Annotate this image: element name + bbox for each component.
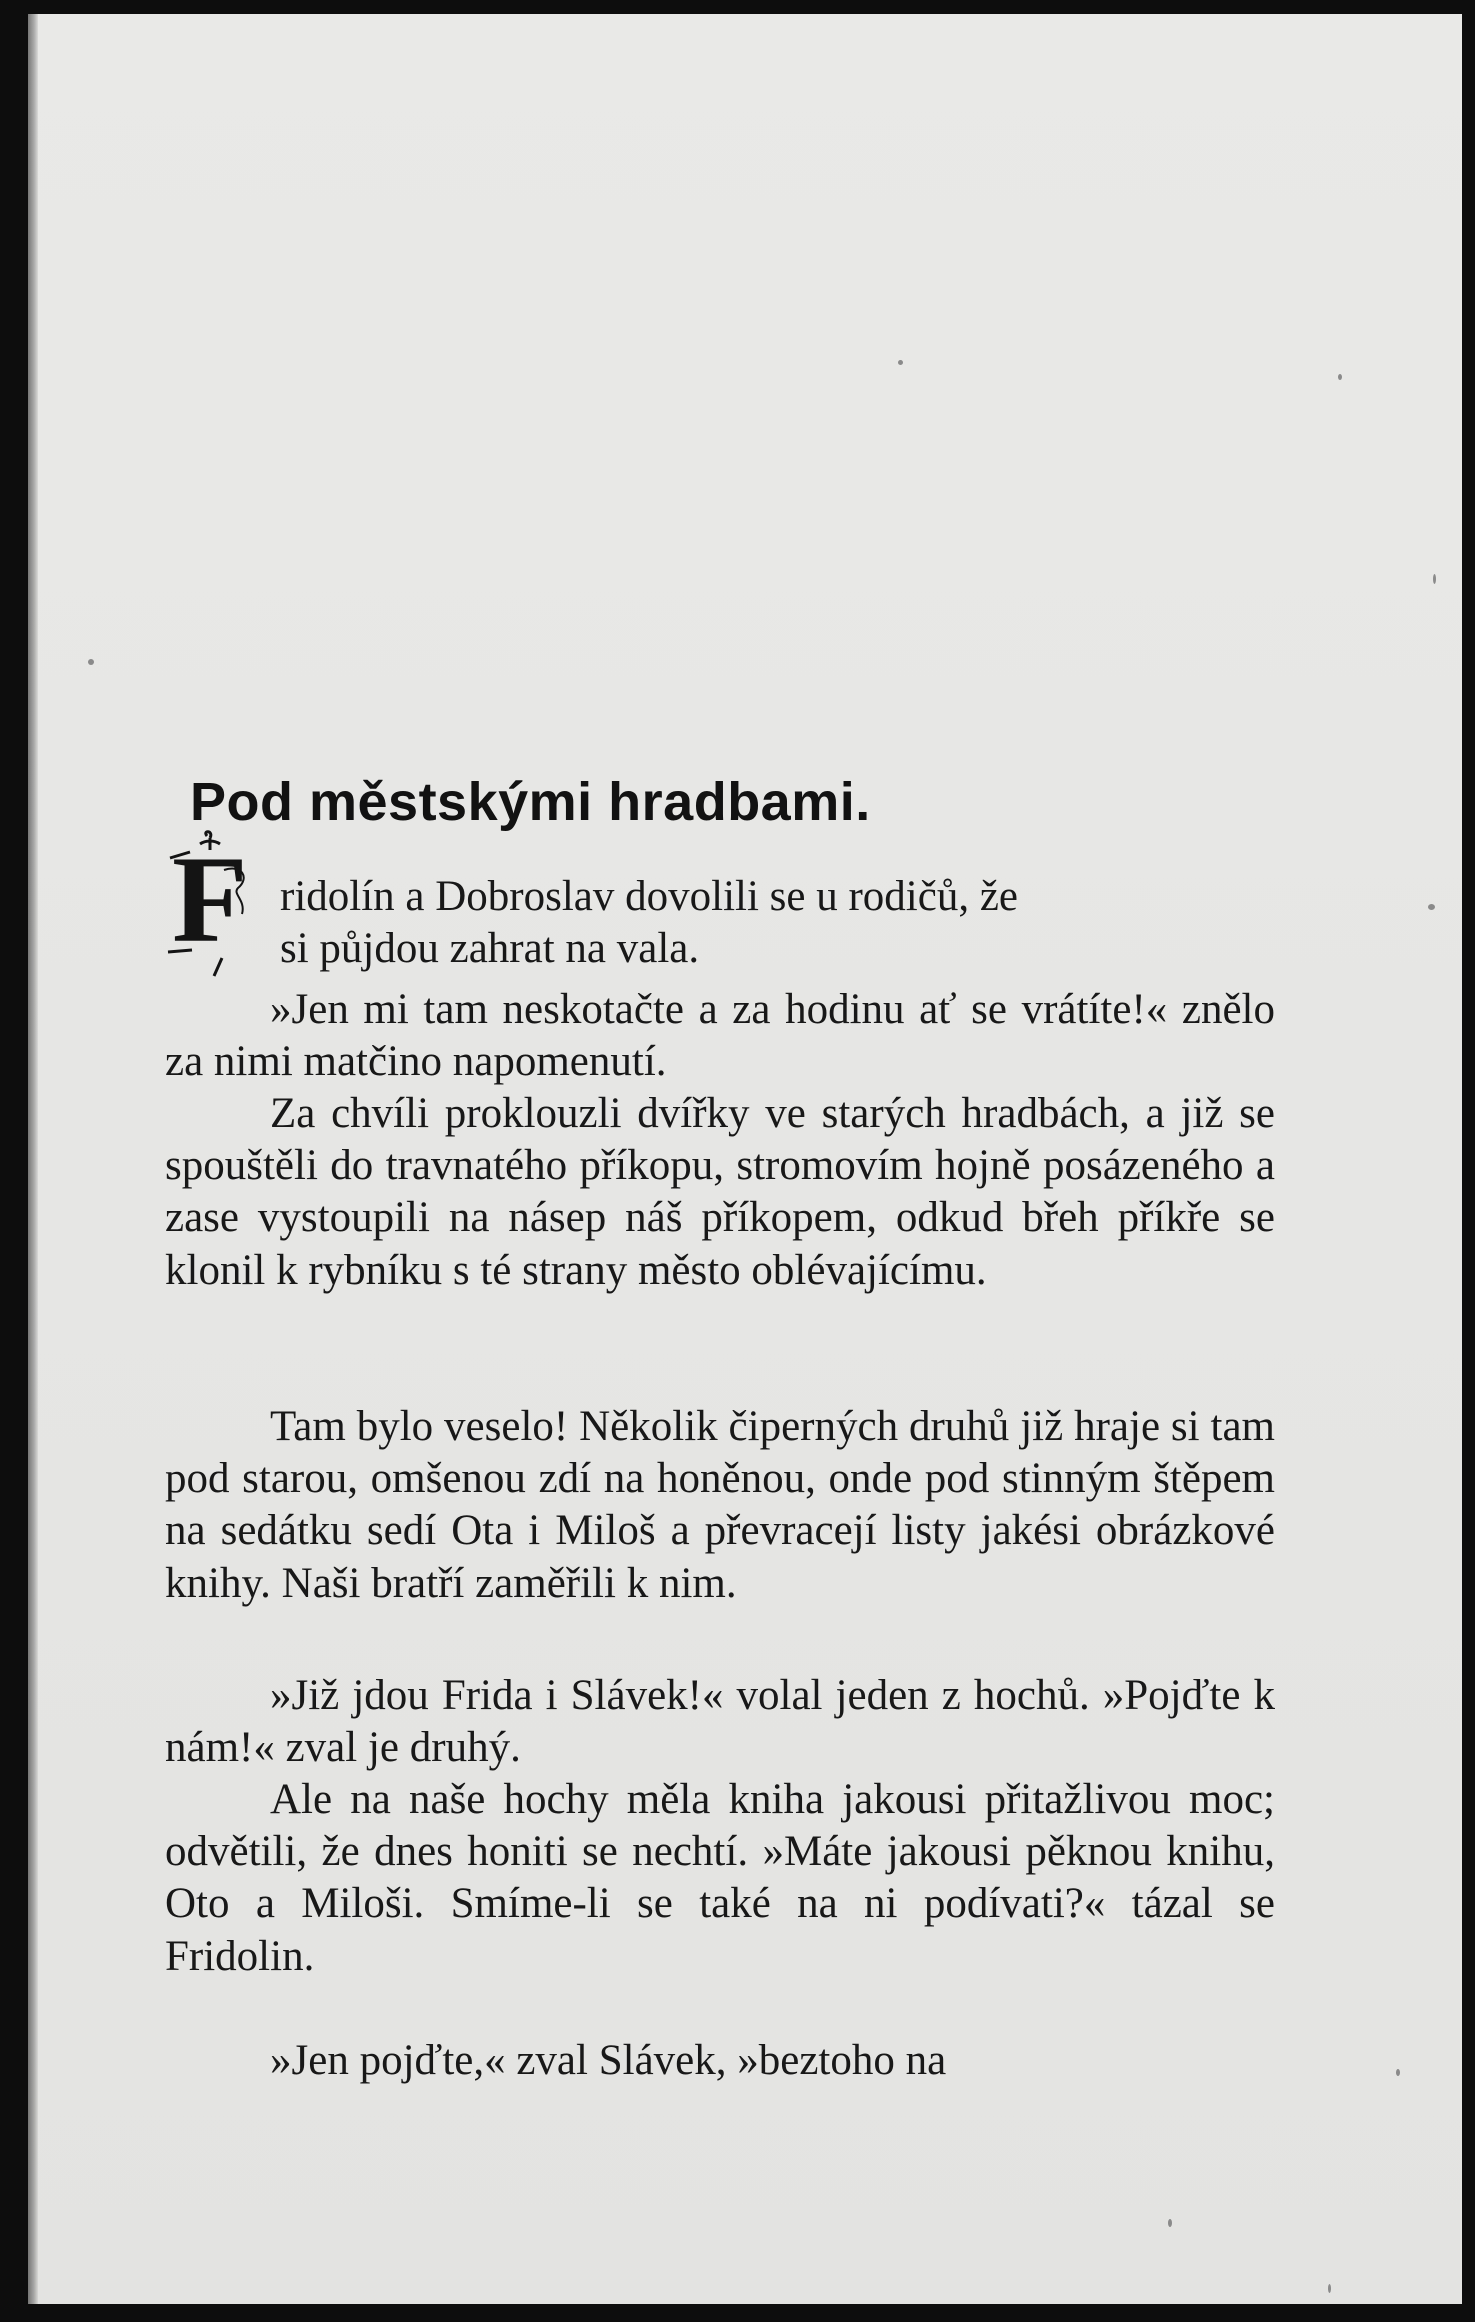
chapter-title: Pod městskými hradbami. (190, 772, 871, 833)
paper-speck (1328, 2284, 1331, 2293)
paragraph-1 (165, 871, 1275, 975)
paper-speck (1338, 374, 1342, 380)
paper-speck (1428, 904, 1435, 910)
paragraph-1-line-1: ridolín a Dobroslav dovolili se u rodičů, že (280, 873, 1019, 920)
page-spine-shadow (28, 14, 38, 2304)
paragraph-2: »Jen mi tam neskotačte a za hodinu ať se vrátíte!« znělo za nimi matčino napomenutí. (165, 986, 1275, 1086)
paper-speck (1433, 574, 1436, 584)
paragraph-1-line-2: si půjdou zahrat na vala. (280, 925, 700, 973)
paragraph-5: »Již jdou Frida i Slávek!« volal jeden z hochů. »Pojďte k nám!« zval je druhý. (165, 1672, 1275, 1772)
paragraph-3: Za chvíli proklouzli dvířky ve starých hradbách, a již se spouštěli do travnatého příkopu, stromovím hojně posázeného a zase vystoupili na násep náš příkopem, odkud břeh příkře se klonil k rybníku s té strany město oblévajícímu. (165, 1090, 1275, 1294)
paper-speck (88, 659, 94, 665)
paper-speck (1396, 2069, 1400, 2076)
paper-speck (1168, 2219, 1172, 2227)
paragraph-7: »Jen pojďte,« zval Slávek, »beztoho na (270, 2037, 947, 2084)
drop-cap-letter: F (172, 831, 248, 968)
paragraph-4: Tam bylo veselo! Několik čiperných druhů již hraje si tam pod starou, omšenou zdí na honěnou, onde pod stinným štěpem na sedátku sedí Ota i Miloš a převracejí listy jakési obrázkové knihy. Naši bratří zaměřili k nim. (165, 1403, 1275, 1607)
paragraph-6: Ale na naše hochy měla kniha jakousi přitažlivou moc; odvětili, že dnes honiti se nechtí. »Máte jakousi pěknou knihu, Oto a Miloši. Smíme-li se také na ni podívati?« tázal se Fridolin. (165, 1776, 1275, 1980)
paper-speck (898, 360, 903, 365)
